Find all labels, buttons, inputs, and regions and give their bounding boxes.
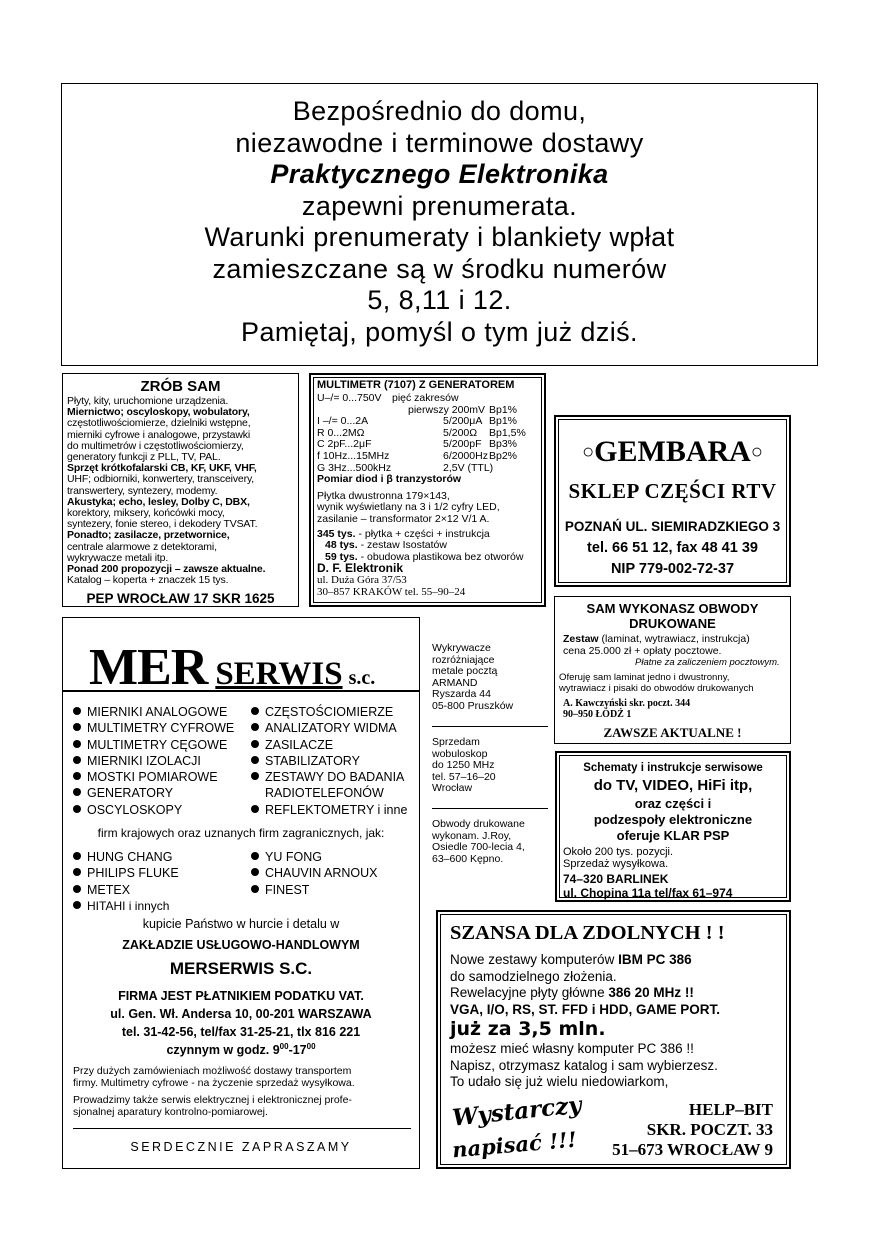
ad-title: SZANSA DLA ZDOLNYCH ! ! <box>450 922 725 944</box>
bullet-icon <box>73 901 81 909</box>
ad-footer: SERDECZNIE ZAPRASZAMY <box>130 1140 352 1154</box>
company-name: D. F. Elektronik <box>317 561 404 576</box>
ad-line: podzespoły elektroniczne <box>593 812 753 827</box>
shop-address: POZNAŃ UL. SIEMIRADZKIEGO 3 <box>564 519 781 534</box>
list-item: GENERATORY <box>73 785 234 801</box>
bullet-icon <box>251 805 259 813</box>
bullet-icon <box>251 707 259 715</box>
ad-line: Schematy i instrukcje serwisowe <box>583 762 763 774</box>
handwritten-text: napisać !!! <box>451 1126 578 1163</box>
ad-line: możesz mieć własny komputer PC 386 !! <box>450 1041 694 1056</box>
spec-row: R 0...2MΩ 5/200Ω Bp1,5% <box>317 426 526 439</box>
delivery-note: Przy dużych zamówieniach możliwość dostawy transportem firmy. Multimetry cyfrowe - na życzenie sprzedaż wysyłkowa. <box>73 1065 355 1089</box>
shop-subtitle: SKLEP CZĘŚCI RTV <box>568 479 777 503</box>
ad-line: Rewelacyjne płyty główne 386 20 MHz !! <box>450 985 694 1000</box>
firms-list-right <box>251 849 378 898</box>
spec-row: I –/= 0...2A 5/200μA Bp1% <box>317 415 518 428</box>
company-address: ul. Gen. Wł. Andersa 10, 00-201 WARSZAWA <box>110 1007 372 1021</box>
ad-line: Katalog – koperta + znaczek 15 tys. <box>67 574 229 587</box>
list-item: CZĘSTOŚCIOMIERZE <box>251 704 407 720</box>
ad-line: do multimetrów i częstotliwościomierzy, <box>67 439 244 452</box>
buy-line: kupicie Państwo w hurcie i detalu w <box>142 917 340 931</box>
list-item: MULTIMETRY CĘGOWE <box>73 737 234 753</box>
ad-line: Płyty, kity, uruchomione urządzenia. <box>67 395 229 407</box>
list-item: MIERNIKI IZOLACJI <box>73 753 234 769</box>
list-item: MULTIMETRY CYFROWE <box>73 720 234 736</box>
ring-icon: ○ <box>750 441 763 463</box>
ad-line: wykrywacze metali itp. <box>67 551 169 564</box>
ad-footer: ZAWSZE AKTUALNE ! <box>603 725 742 740</box>
list-item: FINEST <box>251 882 378 898</box>
ring-icon: ○ <box>582 441 595 463</box>
ad-line: transwertery, syntezery, modemy. <box>67 484 218 497</box>
vat-line: FIRMA JEST PŁATNIKIEM PODATKU VAT. <box>118 989 364 1003</box>
price-line: już za 3,5 mln. <box>450 1018 606 1040</box>
bullet-icon <box>73 740 81 748</box>
ad-line: centrale alarmowe z detektorami, <box>67 540 217 553</box>
opening-hours: czynnym w godz. $9^{00}-17^{00}$ <box>166 1042 316 1058</box>
ad-line: Akustyka; echo, lesley, Dolby C, DBX, <box>67 495 250 508</box>
firms-intro: firm krajowych oraz uznanych firm zagranicznych, jak: <box>97 826 385 840</box>
bullet-icon <box>251 756 259 764</box>
banner-line: zapewni prenumerata. <box>301 190 578 221</box>
bullet-icon <box>251 885 259 893</box>
banner-line: 5, 8,11 i 12. <box>367 285 512 315</box>
handwritten-text: Wystarczy <box>450 1091 583 1132</box>
small-ad-obwody: Obwody drukowane wykonam. J.Roy, Osiedle 700-lecia 4, 63–600 Kępno. <box>432 818 525 865</box>
sam-wykonasz-ad: SAM WYKONASZ OBWODY DRUKOWANE Zestaw (laminat, wytrawiacz, instrukcja) cena 25.000 zł + opłaty pocztowe. Płatne za zaliczeniem pocztowym. Oferuję sam laminat jedno i dwustronny, wytrawiacz i pisaki do obwodów drukowanych A. Kawczyński skr. poczt. 344 90–950 ŁÓDŹ 1 ZAWSZE AKTUALNE ! <box>554 596 791 744</box>
ad-line: częstotliwościomierze, dzielniki wstępne, <box>67 417 251 430</box>
address-line: ul. Duża Góra 37/53 <box>317 573 407 586</box>
spec-row: f 10Hz...15MHz 6/2000Hz Bp2% <box>317 449 518 462</box>
divider <box>432 726 548 727</box>
company-address: HELP–BIT SKR. POCZT. 33 51–673 WROCŁAW 9 <box>612 1100 773 1159</box>
banner-line: Bezpośrednio do domu, <box>292 96 587 126</box>
address-line: 30–857 KRAKÓW tel. 55–90–24 <box>317 585 466 598</box>
bullet-icon <box>73 723 81 731</box>
zaklad-line: ZAKŁADZIE USŁUGOWO-HANDLOWYM <box>122 938 360 952</box>
bullet-icon <box>251 723 259 731</box>
ad-title: SAM WYKONASZ OBWODY DRUKOWANE <box>586 601 759 631</box>
ad-footer: PEP WROCŁAW 17 SKR 1625 <box>86 590 275 606</box>
multimetr-ad <box>309 373 546 607</box>
ad-line: To udało się już wielu niedowiarkom, <box>450 1074 669 1089</box>
bullet-icon <box>73 868 81 876</box>
company-phones: tel. 31-42-56, tel/fax 31-25-21, tlx 816 221 <box>121 1025 361 1039</box>
bullet-icon <box>251 772 259 780</box>
banner-line: niezawodne i terminowe dostawy <box>235 127 644 158</box>
spec-row: pierwszy 200mV Bp1% <box>408 403 518 416</box>
ad-line: Miernictwo; oscyloskopy, wobulatory, <box>67 406 250 419</box>
bullet-icon <box>251 740 259 748</box>
list-item: MIERNIKI ANALOGOWE <box>73 704 234 720</box>
list-item: MOSTKI POMIAROWE <box>73 769 234 785</box>
small-ad-armand: Wykrywacze rozróżniające metale pocztą ARMAND Ryszarda 44 05-800 Pruszków <box>432 642 514 712</box>
list-item: REFLEKTOMETRY i inne <box>251 802 407 818</box>
banner-line: Warunki prenumeraty i blankiety wpłat <box>204 222 675 252</box>
ad-line: generatory funkcji z PLL, TV, PAL. <box>67 451 221 464</box>
list-item: YU FONG <box>251 849 378 865</box>
spec-row: C 2pF...2μF 5/200pF Bp3% <box>317 438 518 451</box>
ad-line: korektory, miksery, końcówki mocy, <box>67 507 225 520</box>
list-item: METEX <box>73 882 179 898</box>
subscription-banner <box>61 83 818 366</box>
ad-line: Nowe zestawy komputerów IBM PC 386 <box>450 952 692 967</box>
spec-row: U–/= 0...750V pięć zakresów <box>317 392 459 404</box>
price-line: 48 tys. - zestaw Isostatów <box>325 539 447 552</box>
list-item: RADIOTELEFONÓW <box>265 786 384 801</box>
ad-line: UHF; odbiorniki, konwertery, transceivery, <box>67 473 255 486</box>
board-line: wynik wyświetlany na 3 i 1/2 cyfry LED, <box>317 501 500 514</box>
diode-line: Pomiar diod i β tranzystorów <box>317 473 462 486</box>
magazine-name: Praktycznego Elektronika <box>270 159 609 189</box>
price-line: 345 tys. - płytka + części + instrukcja <box>317 527 490 540</box>
helpbit-ad <box>436 910 791 1169</box>
ad-line: Napisz, otrzymasz katalog i sam wybierzesz. <box>450 1057 718 1073</box>
divider <box>432 808 548 809</box>
ad-line: Ponad 200 propozycji – zawsze aktualne. <box>67 563 266 576</box>
firms-list-left <box>73 849 179 914</box>
list-item: STABILIZATORY <box>251 753 407 769</box>
small-ad-wobuloskop: Sprzedam wobuloskop do 1250 MHz tel. 57–16–20 Wrocław <box>432 736 496 795</box>
logo-underline <box>63 690 419 695</box>
list-item: ZESTAWY DO BADANIA <box>251 769 407 785</box>
bullet-icon <box>73 805 81 813</box>
ad-line: syntezery, fonie stereo, i dekodery TVSAT. <box>67 518 258 531</box>
merserwis-ad <box>62 617 420 1169</box>
list-item: ZASILACZE <box>251 737 407 753</box>
ad-title: ZRÓB SAM <box>140 378 221 395</box>
company-name: MERSERWIS S.C. <box>169 959 313 978</box>
product-list-left <box>73 704 234 818</box>
bullet-icon <box>73 852 81 860</box>
zrob-sam-ad <box>62 373 299 607</box>
spec-table <box>317 393 545 598</box>
shop-nip: NIP 779-002-72-37 <box>610 561 735 577</box>
ad-line: Sprzęt krótkofalarski CB, KF, UKF, VHF, <box>67 462 257 475</box>
ad-line: oraz części i <box>634 796 712 811</box>
list-item: OSCYLOSKOPY <box>73 802 234 818</box>
bullet-icon <box>251 852 259 860</box>
bullet-icon <box>73 756 81 764</box>
product-list-right <box>251 704 407 818</box>
shop-phone: tel. 66 51 12, fax 48 41 39 <box>587 540 758 556</box>
service-note: Prowadzimy także serwis elektrycznej i elektronicznej profe- sjonalnej aparatury kontrolno-pomiarowej. <box>73 1094 352 1118</box>
ad-line: oferuje KLAR PSP <box>616 828 730 843</box>
merserwis-logo: MER SERWIS s.c. <box>89 639 376 696</box>
board-line: Płytka dwustronna 179×143, <box>317 489 450 502</box>
ad-line: mierniki cyfrowe i analogowe, przystawki <box>67 428 251 441</box>
ad-line: do TV, VIDEO, HiFi itp, <box>593 777 753 794</box>
list-item: CHAUVIN ARNOUX <box>251 865 378 881</box>
ad-line: Ponadto; zasilacze, przetwornice, <box>67 529 230 542</box>
bullet-icon <box>73 772 81 780</box>
divider <box>73 1128 411 1129</box>
price-line: 59 tys. - obudowa plastikowa bez otworów <box>325 550 524 563</box>
list-item: HUNG CHANG <box>73 849 179 865</box>
ad-line: VGA, I/O, RS, ST. FFD i HDD, GAME PORT. <box>450 1001 721 1017</box>
klar-ad: Schematy i instrukcje serwisowe do TV, VIDEO, HiFi itp, oraz części i podzespoły elektroniczne oferuje KLAR PSP Około 200 tys. pozycji. Sprzedaż wysyłkowa. 74–320 BARLINEK ul. Chopina 11a tel/fax 61–974 <box>555 751 791 902</box>
spec-row: G 3Hz...500kHz 2,5V (TTL) <box>317 461 494 474</box>
banner-line: Pamiętaj, pomyśl o tym już dziś. <box>241 316 638 347</box>
bullet-icon <box>73 885 81 893</box>
board-line: zasilanie – transformator 2×12 V/1 A. <box>317 512 490 525</box>
banner-text <box>62 96 817 348</box>
ad-line: do samodzielnego złożenia. <box>450 968 617 984</box>
list-item: ANALIZATORY WIDMA <box>251 720 407 736</box>
bullet-icon <box>73 707 81 715</box>
banner-line: zamieszczane są w środku numerów <box>212 253 667 284</box>
ad-title: MULTIMETR (7107) Z GENERATOREM <box>317 379 515 391</box>
gembara-ad <box>554 415 791 587</box>
list-item: HITAHI i innych <box>73 898 179 914</box>
bullet-icon <box>73 788 81 796</box>
bullet-icon <box>251 868 259 876</box>
gembara-logo: ○GEMBARA○ <box>582 435 763 468</box>
list-item: PHILIPS FLUKE <box>73 865 179 881</box>
